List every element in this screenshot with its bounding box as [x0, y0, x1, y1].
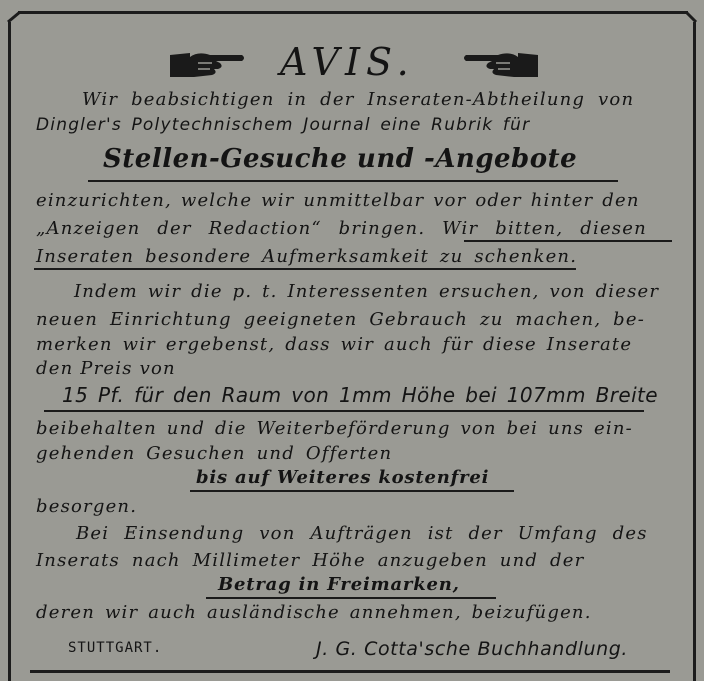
underline-freimarken: [206, 597, 496, 599]
text-line-7: neuen Einrichtung geeigneten Gebrauch zu machen, be-: [36, 309, 646, 330]
text-line-15: deren wir auch ausländische annehmen, beizufügen.: [36, 602, 592, 623]
underline-inseraten: [34, 268, 576, 270]
heading-underline: [88, 180, 618, 182]
text-line-8: merken wir ergebenst, dass wir auch für diese Inserate: [36, 334, 633, 355]
notice-title: AVIS.: [280, 40, 415, 84]
emphasis-kostenfrei: bis auf Weiteres kostenfrei: [196, 467, 490, 488]
place-stuttgart: STUTTGART.: [68, 640, 163, 656]
frame-left-rule: [8, 22, 11, 681]
text-line-14: Inserats nach Millimeter Höhe anzugeben und der: [36, 550, 585, 571]
frame-bottom-rule: [30, 670, 670, 673]
text-line-10: beibehalten und die Weiterbeförderung von bei uns ein-: [36, 418, 633, 439]
text-line-11: gehenden Gesuchen und Offerten: [36, 443, 393, 464]
text-line-6: Indem wir die p. t. Interessenten ersuchen, von dieser: [74, 281, 660, 302]
text-line-1: Wir beabsichtigen in der Inseraten-Abtheilung von: [82, 89, 635, 110]
emphasis-freimarken: Betrag in Freimarken,: [218, 574, 460, 595]
heading-stellen-gesuche: Stellen-Gesuche und -Angebote: [103, 144, 578, 174]
pointing-hand-right-icon: [168, 49, 246, 81]
text-line-13: Bei Einsendung von Aufträgen ist der Umfang des: [76, 523, 648, 544]
text-line-4: „Anzeigen der Redaction“ bringen. Wir bitten, diesen: [36, 218, 647, 239]
text-line-12: besorgen.: [36, 496, 138, 517]
underline-wir-bitten: [464, 240, 672, 242]
text-line-3: einzurichten, welche wir unmittelbar vor oder hinter den: [36, 190, 640, 211]
text-line-5: Inseraten besondere Aufmerksamkeit zu schenken.: [36, 246, 578, 267]
price-underline: [44, 410, 644, 412]
price-line: 15 Pf. für den Raum von 1mm Höhe bei 107mm Breite: [62, 383, 658, 407]
publisher-name: J. G. Cotta'sche Buchhandlung.: [316, 638, 629, 660]
text-line-9: den Preis von: [36, 358, 176, 379]
underline-kostenfrei: [190, 490, 514, 492]
frame-right-rule: [693, 22, 696, 681]
text-line-2: Dingler's Polytechnischem Journal eine Rubrik für: [36, 115, 531, 135]
pointing-hand-left-icon: [462, 49, 540, 81]
frame-corner-ornaments: [0, 0, 704, 40]
